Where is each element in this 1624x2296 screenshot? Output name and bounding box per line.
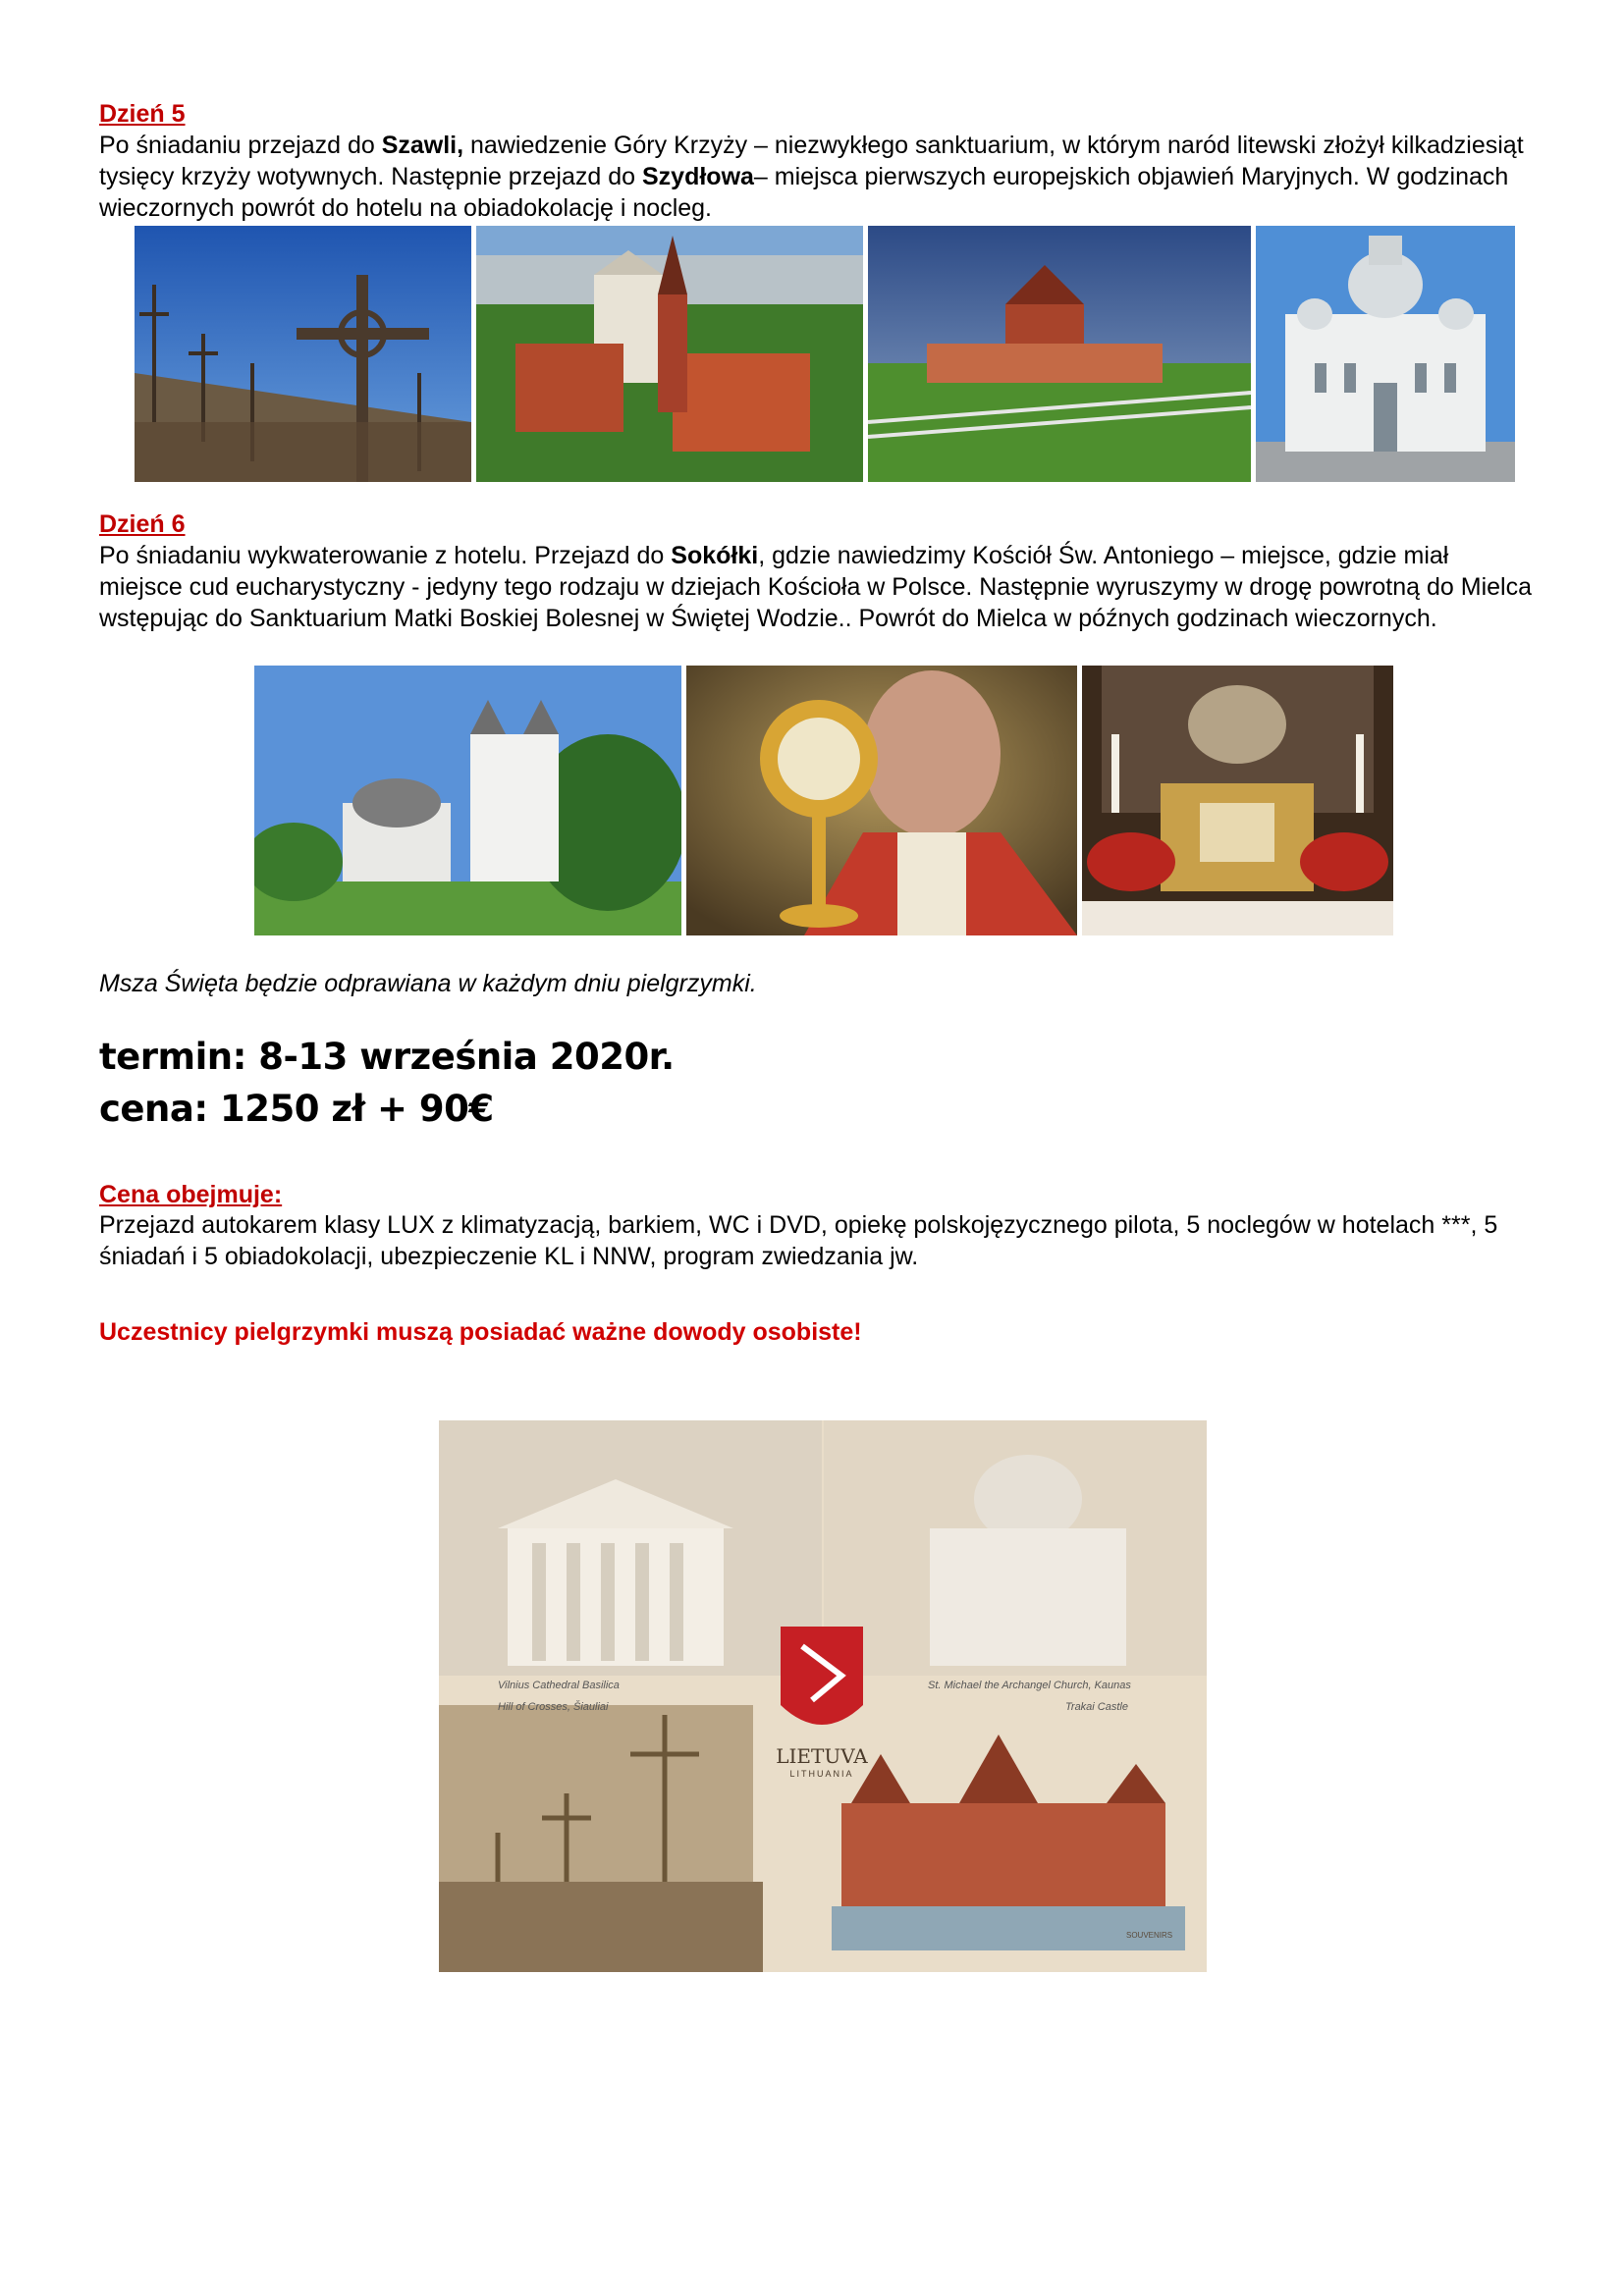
day6-text: Po śniadaniu wykwaterowanie z hotelu. Przejazd do Sokółki, gdzie nawiedzimy Kościół Św. Antoniego – miejsce, gdzie miał miejsce cud eucharystyczny - jedyny tego rodzaju w dziejach Kościoła w Polsce. Następnie wyruszymy w drogę powrotną do Mielca wstępując do Sanktuarium Matki Boskiej Bolesnej w Świętej Wodzie.. Powrót do Mielca w późnych godzinach wieczornych. [99, 542, 1532, 632]
postcard-country-en: LITHUANIA [789, 1769, 854, 1779]
monstrance-priest-photo [686, 666, 1077, 935]
term-heading: termin: 8-13 września 2020r. [99, 1036, 675, 1078]
day5-title: Dzień 5 [99, 100, 186, 128]
day6-section [99, 508, 1533, 634]
postcard-country: LIETUVA [776, 1744, 868, 1768]
day6-title: Dzień 6 [99, 510, 186, 538]
day5-place-szawle: Szawli, [381, 132, 464, 159]
postcard-label-trakai: Trakai Castle [1065, 1701, 1128, 1713]
st-michael-church-photo [1256, 226, 1515, 482]
lithuania-postcard [439, 1420, 1207, 1972]
price-heading: cena: 1250 zł + 90€ [99, 1088, 494, 1130]
postcard-label-hill: Hill of Crosses, Šiauliai [498, 1701, 609, 1713]
includes-title: Cena obejmuje: [99, 1181, 283, 1208]
kaunas-old-town-photo [476, 226, 863, 482]
includes-text: Przejazd autokarem klasy LUX z klimatyzacją, barkiem, WC i DVD, opiekę polskojęzycznego pilota, 5 noclegów w hotelach ***, 5 śniadań i 5 obiadokolacji, ubezpieczenie KL i NNW, program zwiedzania jw. [99, 1211, 1498, 1270]
sokolka-church-photo [254, 666, 681, 935]
postcard-label-kaunas: St. Michael the Archangel Church, Kaunas [928, 1680, 1131, 1691]
day6-place-sokolka: Sokółki [671, 542, 759, 569]
day5-text: Po śniadaniu przejazd do Szawli, nawiedzenie Góry Krzyży – niezwykłego sanktuarium, w którym naród litewski złożył kilkadziesiąt tysięcy krzyży wotywnych. Następnie przejazd do Szydłowa– miejsca pierwszych europejskich objawień Maryjnych. W godzinach wieczornych powrót do hotelu na obiadokolację i nocleg. [99, 132, 1524, 222]
mass-note: Msza Święta będzie odprawiana w każdym dniu pielgrzymki. [99, 970, 757, 997]
day5-section [99, 98, 1533, 224]
postcard-brand: SOUVENIRS [1126, 1931, 1173, 1940]
hill-of-crosses-photo [135, 226, 471, 482]
postcard-label-vilnius: Vilnius Cathedral Basilica [498, 1680, 620, 1691]
day5-place-szydlowo: Szydłowa [642, 163, 754, 190]
kaunas-castle-photo [868, 226, 1251, 482]
altar-photo [1082, 666, 1393, 935]
includes-section [99, 1181, 1533, 1272]
id-warning: Uczestnicy pielgrzymki muszą posiadać ważne dowody osobiste! [99, 1318, 862, 1346]
